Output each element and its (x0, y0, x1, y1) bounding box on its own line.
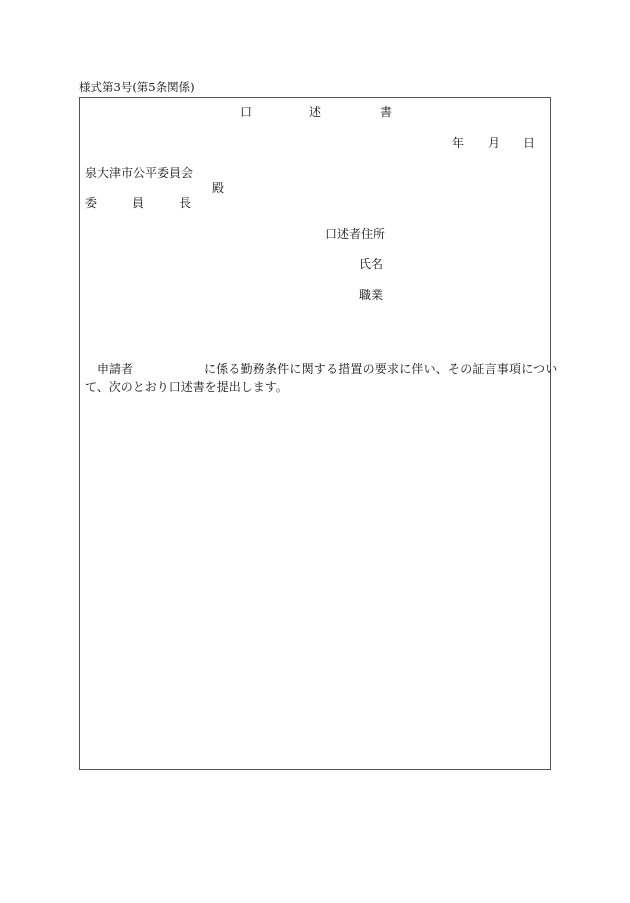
applicant-label: 申請者 (97, 362, 134, 376)
form-number-label: 様式第3号(第5条関係) (79, 80, 195, 94)
addressee-honorific: 殿 (212, 181, 225, 195)
addressee-title-char-2: 員 (132, 196, 145, 210)
addressee-title-char-1: 委 (85, 196, 98, 210)
addressee-org: 泉大津市公平委員会 (85, 166, 194, 180)
title-char-1: 口 (240, 105, 253, 119)
declarant-address-label: 口述者住所 (325, 227, 386, 241)
declarant-name-label: 氏名 (359, 257, 384, 271)
date-month: 月 (488, 136, 501, 150)
date-year: 年 (452, 136, 465, 150)
date-day: 日 (523, 136, 536, 150)
title-char-2: 述 (309, 105, 322, 119)
declarant-occupation-label: 職業 (359, 288, 384, 302)
body-line-2: て、次のとおり口述書を提出します。 (85, 380, 288, 394)
body-line-1: に係る勤務条件に関する措置の要求に伴い、その証言事項につい (204, 362, 558, 376)
form-frame (79, 97, 551, 770)
title-char-3: 書 (380, 105, 393, 119)
addressee-title-char-3: 長 (179, 196, 192, 210)
